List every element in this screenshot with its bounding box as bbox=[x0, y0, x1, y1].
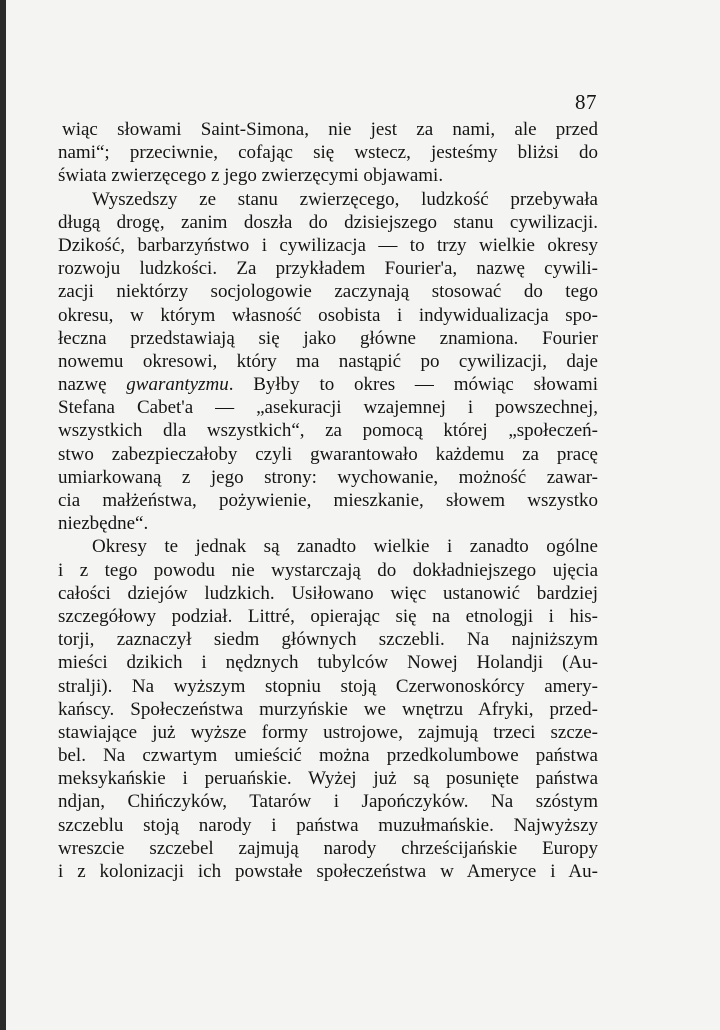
text-line: umiarkowaną z jego strony: wychowanie, możność zawar- bbox=[58, 466, 598, 488]
text-line: łeczna przedstawiają się jako główne znamiona. Fourier bbox=[58, 327, 598, 349]
text-line: i z kolonizacji ich powstałe społeczeństwa w Ameryce i Au- bbox=[58, 861, 598, 882]
text-line: zacji niektórzy socjologowie zaczynają stosować do tego bbox=[58, 281, 598, 303]
text-line: okresu, w którym własność osobista i indywidualizacja spo- bbox=[58, 304, 598, 326]
text-line: torji, zaznaczył siedm głównych szczebli. Na najniższym bbox=[58, 629, 598, 651]
text-line: Dzikość, barbarzyństwo i cywilizacja — to trzy wielkie okresy bbox=[58, 234, 598, 256]
text-line: nowemu okresowi, który ma nastąpić po cywilizacji, daje bbox=[58, 350, 598, 372]
text-line: szczeblu stoją narody i państwa muzułmańskie. Najwyższy bbox=[58, 814, 598, 836]
text-fragment: . Byłby to okres — mówiąc słowami bbox=[228, 374, 598, 396]
text-line: całości dziejów ludzkich. Usiłowano więc ustanowić bardziej bbox=[58, 582, 598, 604]
text-line: Okresy te jednak są zanadto wielkie i zanadto ogólne bbox=[92, 536, 598, 558]
text-line: ndjan, Chińczyków, Tatarów i Japończyków. Na szóstym bbox=[58, 791, 598, 813]
text-line: mieści dzikich i nędznych tubylców Nowej Holandji (Au- bbox=[58, 652, 598, 674]
text-line: meksykańskie i peruańskie. Wyżej już są posunięte państwa bbox=[58, 768, 598, 790]
text-fragment: nazwę bbox=[58, 374, 127, 396]
text-line: i z tego powodu nie wystarczają do dokładniejszego ujęcia bbox=[58, 559, 598, 581]
text-line: długą drogę, zanim doszła do dzisiejszego stanu cywilizacji. bbox=[58, 211, 598, 233]
text-line: stralji). Na wyższym stopniu stoją Czerwonoskórcy amery- bbox=[58, 675, 598, 697]
text-line: bel. Na czwartym umieścić można przedkolumbowe państwa bbox=[58, 745, 598, 767]
text-line: Wyszedszy ze stanu zwierzęcego, ludzkość przebywała bbox=[92, 188, 598, 210]
text-line: wszystkich dla wszystkich“, za pomocą której „społeczeń- bbox=[58, 420, 598, 442]
text-line: szczegółowy podział. Littré, opierając się na etnologji i his- bbox=[58, 605, 598, 627]
text-line: wiąc słowami Saint-Simona, nie jest za nami, ale przed bbox=[62, 119, 598, 140]
text-line: wreszcie szczebel zajmują narody chrześcijańskie Europy bbox=[58, 837, 598, 859]
text-line: świata zwierzęcego z jego zwierzęcymi objawami. bbox=[58, 165, 444, 187]
text-line: stawiające już wyższe formy ustrojowe, zajmują trzeci szcze- bbox=[58, 721, 598, 743]
text-line: nami“; przeciwnie, cofając się wstecz, jesteśmy bliżsi do bbox=[58, 142, 598, 164]
text-line: kańscy. Społeczeństwa murzyńskie we wnętrzu Afryki, przed- bbox=[58, 698, 598, 720]
text-line: stwo zabezpieczałoby czyli gwarantowało każdemu za pracę bbox=[58, 443, 598, 465]
text-line bbox=[58, 373, 598, 396]
text-line: rozwoju ludzkości. Za przykładem Fourier'a, nazwę cywili- bbox=[58, 258, 598, 280]
body-text bbox=[58, 118, 598, 883]
page-number: 87 bbox=[575, 90, 597, 114]
text-line: Stefana Cabet'a — „asekuracji wzajemnej i powszechnej, bbox=[58, 397, 598, 419]
text-line: cia małżeństwa, pożywienie, mieszkanie, słowem wszystko bbox=[58, 490, 598, 511]
italic-term: gwarantyzmu bbox=[126, 374, 229, 396]
text-line: niezbędne“. bbox=[58, 513, 149, 535]
